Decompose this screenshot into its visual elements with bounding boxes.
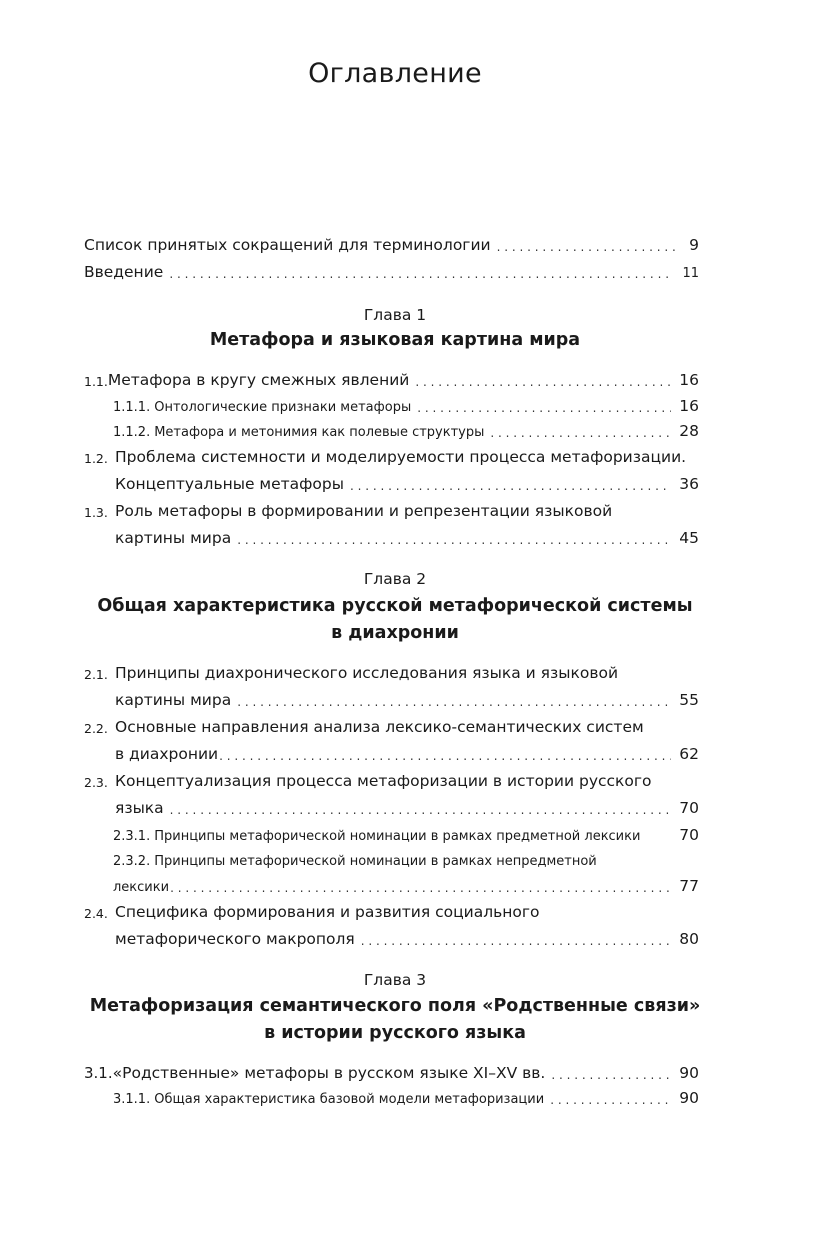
- toc-entry-text: Специфика формирования и развития социального: [115, 902, 540, 921]
- leader-dots: [170, 882, 670, 894]
- toc-entry-1-1-1[interactable]: [113, 390, 699, 414]
- toc-entry-2-3-2-cont[interactable]: [113, 870, 699, 894]
- toc-page-number: 77: [679, 876, 699, 895]
- toc-page-number: 55: [679, 690, 699, 709]
- toc-entry-text: «Родственные» метафоры в русском языке XI–XV вв.: [112, 1063, 546, 1082]
- leader-dots: [551, 1069, 671, 1081]
- toc-entry-2-3-2[interactable]: [113, 844, 699, 868]
- leader-dots: [237, 696, 671, 708]
- toc-entry-introduction[interactable]: [84, 256, 699, 280]
- leader-dots: [417, 402, 671, 414]
- leader-dots: [497, 241, 682, 253]
- toc-page-number: 16: [679, 370, 699, 389]
- toc-entry-2-3[interactable]: [84, 765, 699, 789]
- chapter-label: Глава 3: [363, 971, 427, 989]
- toc-entry-text: Основные направления анализа лексико-семантических систем: [115, 717, 644, 736]
- toc-entry-1-1[interactable]: [84, 364, 699, 388]
- toc-page-number: 28: [679, 421, 699, 440]
- toc-entry-text: Концептуальные метафоры: [115, 474, 344, 493]
- toc-entry-text: Общая характеристика базовой модели метафоризации: [154, 1092, 545, 1107]
- section-number: 3.1.: [84, 1064, 113, 1082]
- toc-entry-1-2[interactable]: [84, 441, 724, 465]
- toc-entry-text: Принципы метафорической номинации в рамках непредметной: [154, 854, 597, 869]
- section-number: 1.1.1.: [113, 400, 151, 415]
- toc-entry-text: Принципы диахронического исследования языка и языковой: [115, 663, 619, 682]
- leader-dots: [350, 480, 671, 492]
- toc-entry-text: Концептуализация процесса метафоризации в истории русского: [115, 771, 652, 790]
- toc-entry-text: Проблема системности и моделируемости процесса метафоризации.: [115, 447, 687, 466]
- section-number: 2.2.: [84, 720, 108, 736]
- chapter-title-line-2: в диахронии: [331, 623, 459, 643]
- section-number: 2.3.1.: [113, 829, 151, 844]
- section-number: 2.4.: [84, 905, 108, 921]
- toc-entry-text: лексики: [113, 880, 170, 895]
- toc-entry-text: картины мира: [115, 690, 232, 709]
- toc-entry-1-1-2[interactable]: [113, 415, 699, 439]
- section-number: 2.3.: [84, 774, 108, 790]
- leader-dots: [490, 427, 671, 439]
- toc-page-number: 11: [682, 266, 699, 281]
- leader-dots: [219, 750, 671, 762]
- toc-page-number: 9: [689, 235, 699, 254]
- toc-page-number: 45: [679, 528, 699, 547]
- toc-entry-2-4-cont[interactable]: [84, 923, 699, 947]
- toc-entry-text: языка: [115, 798, 164, 817]
- toc-entry-text: Роль метафоры в формировании и репрезентации языковой: [115, 501, 613, 520]
- chapter-label: Глава 2: [363, 570, 427, 588]
- toc-entry-text: Метафора и метонимия как полевые структуры: [154, 425, 485, 440]
- leader-dots: [169, 268, 670, 280]
- toc-entry-2-2-cont[interactable]: [84, 738, 699, 762]
- leader-dots: [170, 804, 670, 816]
- toc-page-number: 90: [679, 1063, 699, 1082]
- chapter-title: Общая характеристика русской метафорической системы: [97, 596, 693, 616]
- toc-entry-2-3-1[interactable]: [113, 819, 699, 843]
- toc-page-number: 80: [679, 929, 699, 948]
- toc-entry-3-1[interactable]: [84, 1057, 699, 1081]
- chapter-label: Глава 1: [363, 306, 427, 324]
- section-number: 1.1.2.: [113, 425, 151, 440]
- toc-entry-1-3[interactable]: [84, 495, 699, 519]
- chapter-title: Метафора и языковая картина мира: [209, 330, 581, 350]
- toc-entry-text: Онтологические признаки метафоры: [154, 400, 412, 415]
- section-number: 1.3.: [84, 504, 108, 520]
- toc-entry-3-1-1[interactable]: [113, 1082, 699, 1106]
- toc-entry-text: метафорического макрополя: [115, 929, 355, 948]
- toc-entry-text: Введение: [84, 262, 164, 281]
- section-number: 2.3.2.: [113, 854, 151, 869]
- toc-entry-text: Метафора в кругу смежных явлений: [107, 370, 410, 389]
- toc-entry-2-1-cont[interactable]: [84, 684, 699, 708]
- section-number: 1.2.: [84, 450, 108, 466]
- toc-entry-2-4[interactable]: [84, 896, 699, 920]
- section-number: 1.1.: [84, 373, 108, 389]
- toc-entry-2-2[interactable]: [84, 711, 699, 735]
- leader-dots: [550, 1094, 671, 1106]
- toc-page-number: 90: [679, 1088, 699, 1107]
- toc-page-number: 62: [679, 744, 699, 763]
- section-number: 2.1.: [84, 666, 108, 682]
- toc-entry-text: Принципы метафорической номинации в рамках предметной лексики: [154, 829, 641, 844]
- toc-entry-text: картины мира: [115, 528, 232, 547]
- toc-page-number: 36: [679, 474, 699, 493]
- chapter-title-line-2: в истории русского языка: [264, 1023, 526, 1043]
- leader-dots: [415, 376, 671, 388]
- toc-entry-abbreviations[interactable]: [84, 229, 699, 253]
- toc-entry-2-1[interactable]: [84, 657, 699, 681]
- page-title: Оглавление: [308, 58, 482, 89]
- toc-entry-1-2-cont[interactable]: [84, 468, 699, 492]
- toc-page-number: 70: [679, 798, 699, 817]
- toc-entry-2-3-cont[interactable]: [84, 792, 699, 816]
- leader-dots: [361, 935, 672, 947]
- leader-dots: [237, 534, 671, 546]
- section-number: 3.1.1.: [113, 1092, 151, 1107]
- toc-page-number: 70: [679, 825, 699, 844]
- chapter-title: Метафоризация семантического поля «Родственные связи»: [89, 996, 701, 1016]
- toc-page-number: 16: [679, 396, 699, 415]
- toc-entry-text: в диахронии: [115, 744, 219, 763]
- toc-entry-text: Список принятых сокращений для терминологии: [84, 235, 491, 254]
- toc-entry-1-3-cont[interactable]: [84, 522, 699, 546]
